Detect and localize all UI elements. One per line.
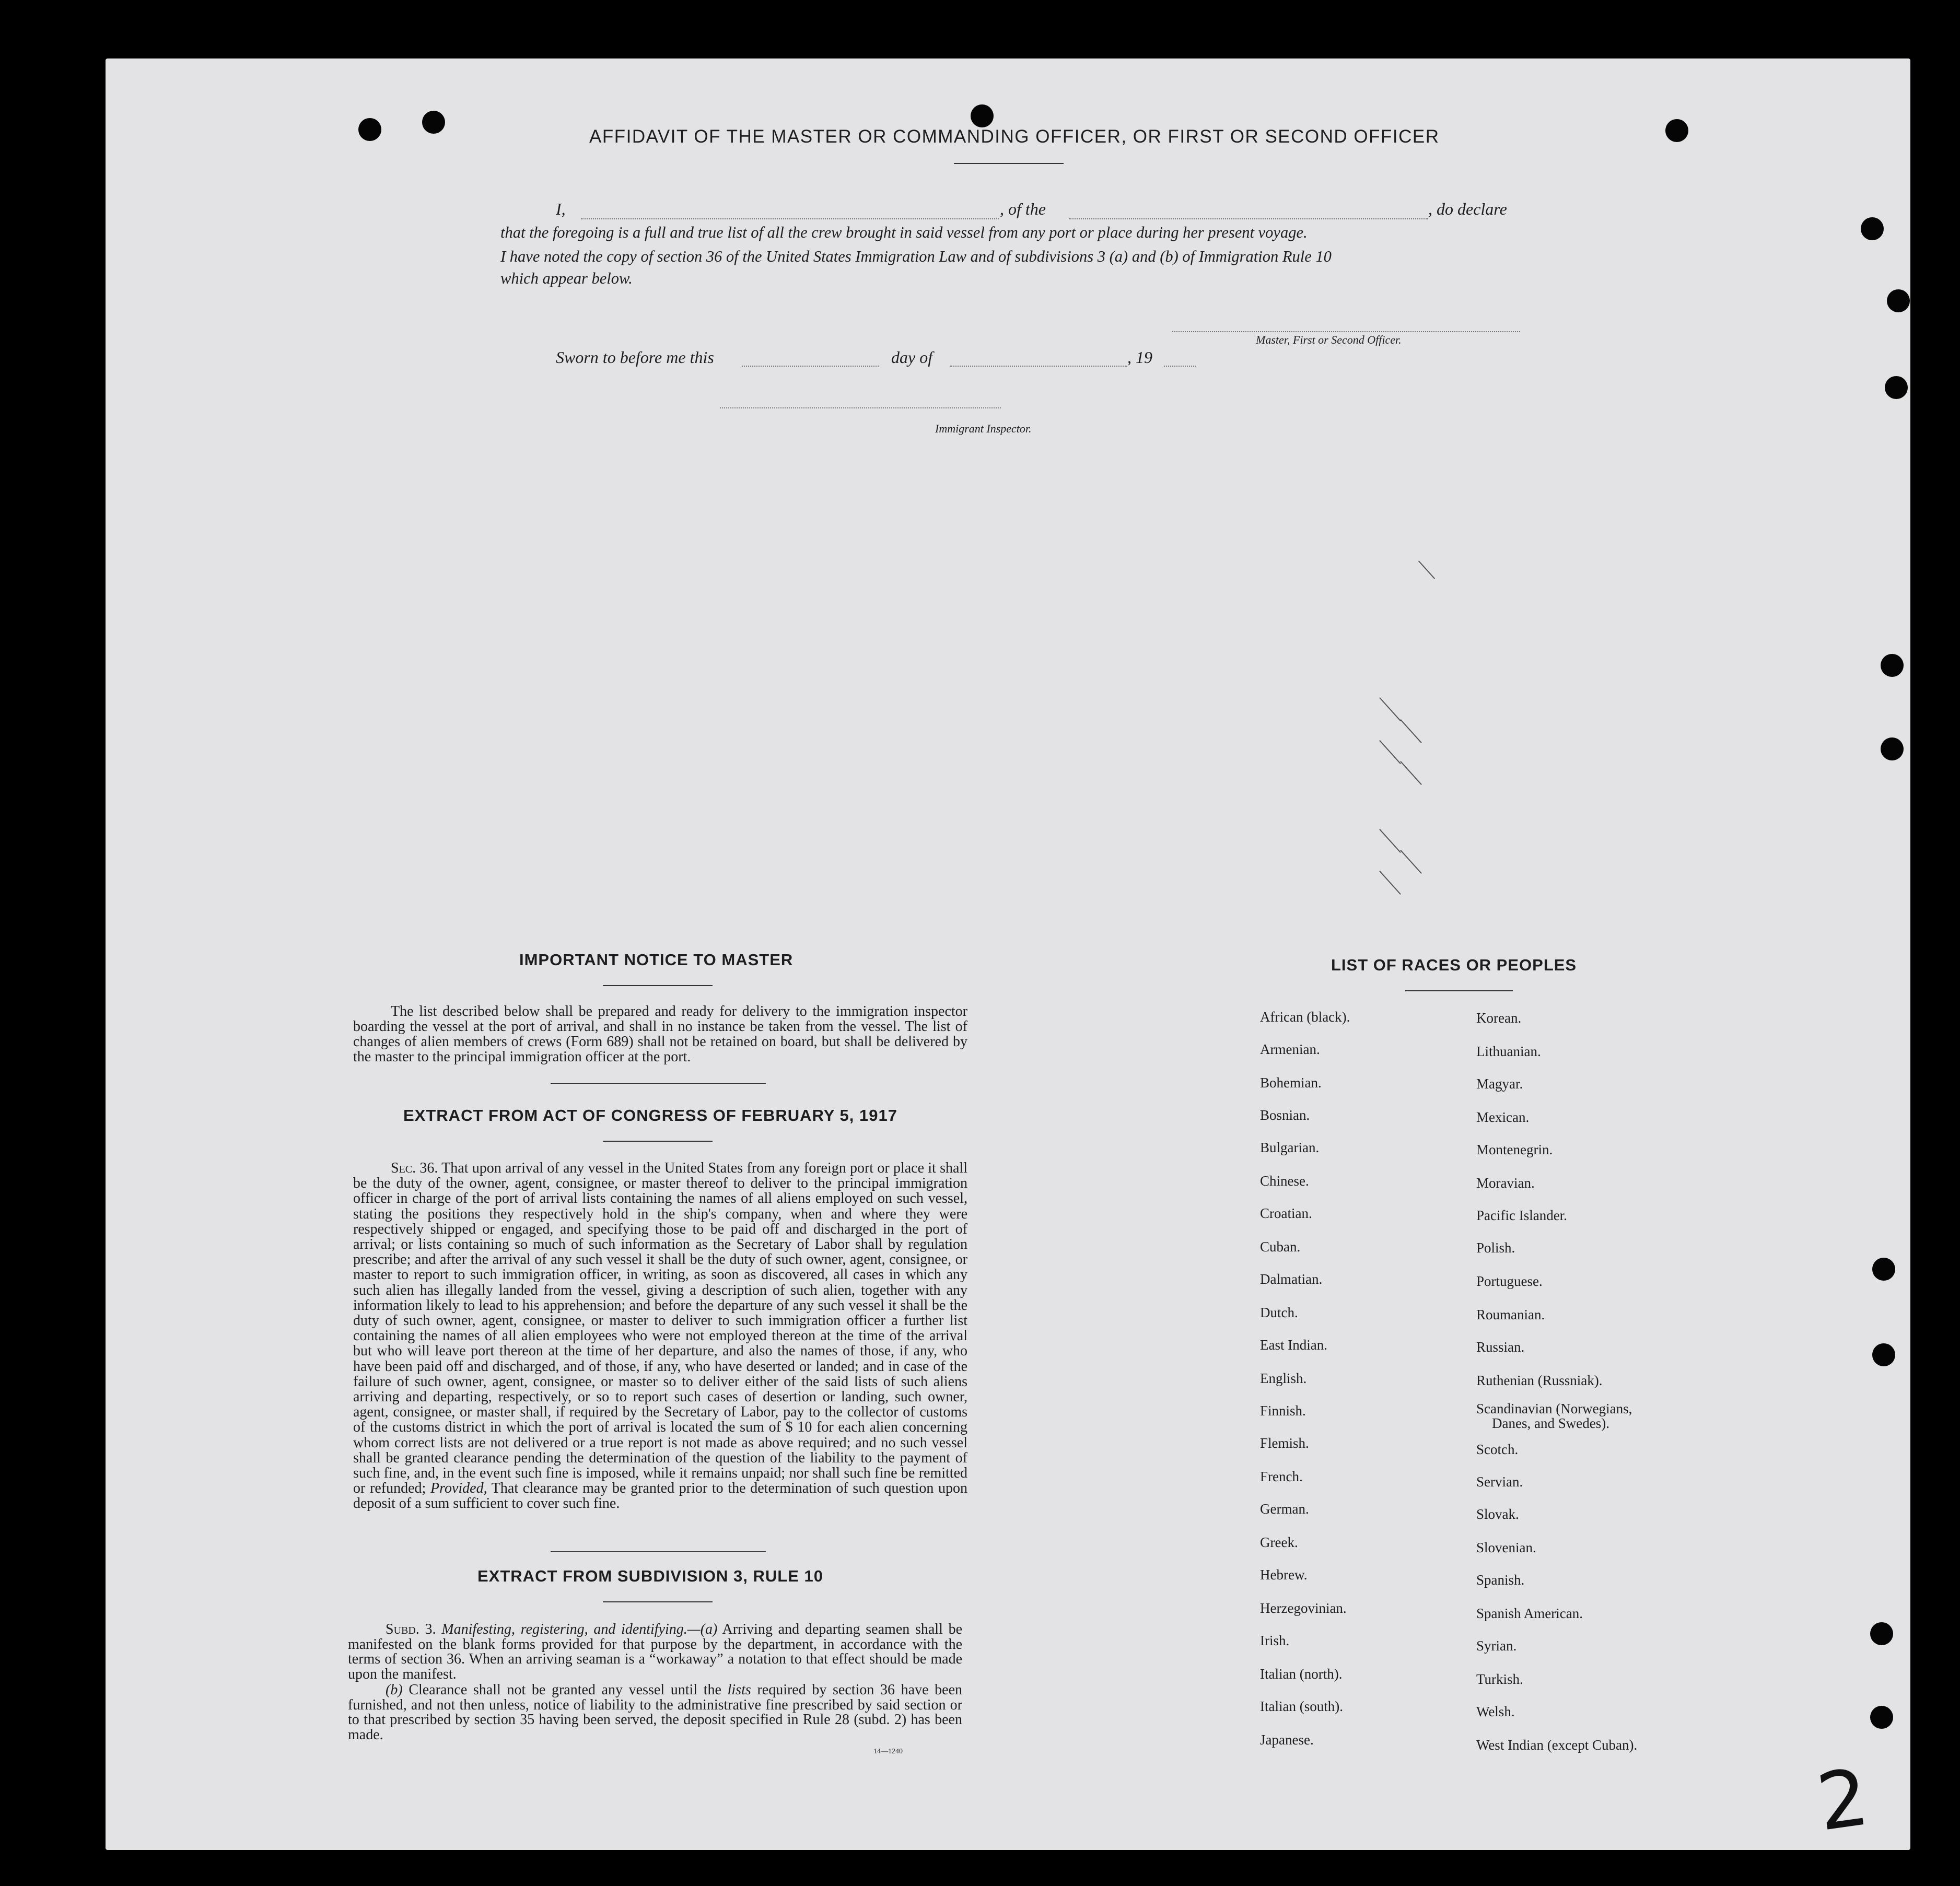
form-number: 14—1240 [873, 1748, 903, 1755]
section-label: Sec. 36. [391, 1160, 438, 1176]
race-item-left: African (black). [1260, 1009, 1350, 1025]
divider [603, 985, 713, 986]
sworn-label: Sworn to before me this [556, 348, 714, 367]
race-item-right: Magyar. [1476, 1076, 1523, 1092]
subd-text-a: Arriving and departing seamen shall be manifested on the blank forms provided for that purpose by the department, in accordance with the terms of section 36. When an arriving seaman is a “workaway” a notation to that effect should be made upon the manifest. [348, 1621, 963, 1682]
punch-hole [1881, 737, 1904, 760]
race-item-right: Scandinavian (Norwegians, [1476, 1401, 1632, 1416]
race-item-right: West Indian (except Cuban). [1476, 1737, 1638, 1753]
race-continuation: Danes, and Swedes). [1492, 1415, 1609, 1431]
race-item-left: Italian (north). [1260, 1666, 1343, 1682]
inspector-caption: Immigrant Inspector. [935, 422, 1032, 435]
race-item-left: Cuban. [1260, 1239, 1301, 1255]
punch-hole [422, 111, 445, 134]
section-body: That upon arrival of any vessel in the United States from any foreign port or place it shall be the duty of the owner, agent, consignee, or master thereof to deliver to the principal immigration officer in charge of the port of arrival lists containing the names of all aliens employed on such vessel, stating the positions they respectively hold in the ship's company, when and where they were respectively shipped or engaged, and specifying those to be paid off and discharged in the port of arrival; or lists containing so much of such information as the Secretary of Labor shall by regulation prescribe; and after the arrival of any such vessel it shall be the duty of such owner, agent, consignee, or master to report to such immigration officer, in writing, as soon as discovered, all cases in which any such alien has illegally landed from the vessel, giving a description of such alien, together with any information likely to lead to his apprehension; and before the departure of any such vessel it shall be the duty of such owner, agent, consignee, or master to deliver to such immigration officer a further list containing the names of all alien employees who were not employed thereon at the time of the arrival but who will leave port thereon at the time of her departure, and also the names of those, if any, who have been paid off and discharged, and of those, if any, who have deserted or landed; and in case of the failure of such owner, agent, consignee, or master so to deliver either of the said lists of such aliens arriving and departing, respectively, or so to report such cases of desertion or landing, such owner, agent, consignee, or master shall, if required by the Secretary of Labor, pay to the collector of customs of the customs district in which the port of arrival is located the sum of $ 10 for each alien concerning whom correct lists are not delivered or a true report is not made as above required; and no such vessel shall be granted clearance pending the determination of the question of the liability to the payment of such fine, and, in the event such fine is imposed, while it remains unpaid; nor shall such fine be remitted or refunded; [353, 1160, 967, 1497]
punch-hole [358, 118, 381, 141]
race-item-left: Croatian. [1260, 1205, 1312, 1221]
punch-hole [1872, 1258, 1895, 1281]
affidavit-do-declare-label: , do declare [1428, 200, 1507, 218]
divider [603, 1141, 713, 1142]
race-item-right: Turkish. [1476, 1671, 1523, 1687]
race-item-left: Herzegovinian. [1260, 1600, 1347, 1616]
race-item-left: Hebrew. [1260, 1567, 1308, 1583]
race-item-left: Bohemian. [1260, 1075, 1322, 1091]
race-item-right: Spanish. [1476, 1572, 1525, 1588]
inspector-signature-blank[interactable] [720, 407, 1001, 408]
punch-hole [1870, 1706, 1893, 1729]
race-item-left: Bosnian. [1260, 1107, 1310, 1123]
races-heading: LIST OF RACES OR PEOPLES [1331, 956, 1577, 974]
affidavit-line-2: that the foregoing is a full and true list of all the crew brought in said vessel from any port or place during her present voyage. [500, 224, 1308, 241]
b-label: (b) [386, 1682, 403, 1698]
day-of-label: day of [891, 348, 933, 367]
race-item-left: Japanese. [1260, 1732, 1314, 1748]
subd-title: Manifesting, registering, and identifying.—(a) [441, 1621, 718, 1637]
race-item-left: Flemish. [1260, 1435, 1309, 1451]
sworn-day-blank[interactable] [742, 366, 879, 367]
subd-label: Subd. 3. [386, 1621, 436, 1637]
rule-extract-heading: EXTRACT FROM SUBDIVISION 3, RULE 10 [477, 1567, 823, 1585]
sworn-month-blank[interactable] [950, 366, 1127, 367]
race-item-right: Portuguese. [1476, 1273, 1543, 1289]
race-item-right: Welsh. [1476, 1704, 1515, 1719]
punch-hole [1872, 1343, 1895, 1366]
proviso-word: Provided, [430, 1480, 487, 1497]
race-item-right: Scotch. [1476, 1442, 1519, 1457]
race-item-left: Italian (south). [1260, 1698, 1343, 1714]
race-item-right: Slovenian. [1476, 1540, 1536, 1555]
punch-hole [1885, 376, 1908, 399]
punch-hole [1861, 217, 1884, 240]
act-extract-text [353, 1161, 967, 1512]
race-item-left: East Indian. [1260, 1337, 1327, 1353]
race-item-right: Polish. [1476, 1240, 1515, 1256]
race-item-left: French. [1260, 1469, 1303, 1484]
proviso-text: That clearance may be granted prior to the determination of such question upon deposit of a sum sufficient to cover such fine. [353, 1480, 968, 1512]
punch-hole [1870, 1622, 1893, 1645]
act-extract-heading: EXTRACT FROM ACT OF CONGRESS OF FEBRUARY 5, 1917 [403, 1106, 897, 1124]
punch-hole [1665, 119, 1688, 142]
handwritten-page-number: 2 [1812, 1752, 1874, 1849]
punch-hole [1887, 289, 1910, 312]
race-item-right: Servian. [1476, 1474, 1523, 1490]
rule-extract-text-b [348, 1683, 962, 1742]
notice-text: The list described below shall be prepared and ready for delivery to the immigration inspector boarding the vessel at the port of arrival, and shall in no instance be taken from the vessel. The list of changes of alien members of crews (Form 689) shall not be retained on board, but shall be delivered by the master to the principal immigration officer at the port. [353, 1003, 967, 1065]
race-item-left: German. [1260, 1501, 1309, 1517]
race-item-left: Bulgarian. [1260, 1140, 1320, 1155]
sworn-year-blank[interactable] [1164, 366, 1196, 367]
subd-text-b-lists: lists [727, 1682, 751, 1698]
affidavit-line-4: which appear below. [500, 270, 633, 287]
divider [603, 1601, 713, 1602]
race-item-right: Slovak. [1476, 1506, 1519, 1522]
divider [1405, 990, 1513, 991]
race-item-right: Mexican. [1476, 1109, 1530, 1125]
race-item-right: Lithuanian. [1476, 1044, 1541, 1059]
race-item-left: Armenian. [1260, 1041, 1320, 1057]
race-item-right: Montenegrin. [1476, 1142, 1553, 1157]
affidavit-title: AFFIDAVIT OF THE MASTER OR COMMANDING OFFICER, OR FIRST OR SECOND OFFICER [589, 126, 1440, 147]
rule-extract-text-a [348, 1622, 962, 1682]
name-blank[interactable] [581, 218, 999, 219]
divider [551, 1551, 766, 1552]
vessel-blank[interactable] [1069, 218, 1428, 219]
race-item-right: Roumanian. [1476, 1307, 1545, 1322]
punch-hole [971, 104, 994, 127]
race-item-left: Finnish. [1260, 1403, 1306, 1419]
race-item-left: Dalmatian. [1260, 1271, 1323, 1287]
affidavit-of-the-label: , of the [1000, 200, 1046, 218]
signature-caption: Master, First or Second Officer. [1256, 333, 1402, 346]
race-item-right: Syrian. [1476, 1638, 1517, 1654]
divider [551, 1083, 766, 1084]
signature-blank[interactable] [1172, 331, 1520, 332]
race-item-left: Irish. [1260, 1633, 1290, 1648]
affidavit-i-label: I, [556, 200, 566, 218]
race-item-right: Korean. [1476, 1010, 1522, 1026]
race-item-left: Dutch. [1260, 1305, 1298, 1320]
race-item-right: Russian. [1476, 1339, 1525, 1355]
race-item-right: Pacific Islander. [1476, 1208, 1567, 1223]
race-item-right: Ruthenian (Russniak). [1476, 1373, 1603, 1388]
notice-heading: IMPORTANT NOTICE TO MASTER [519, 951, 794, 969]
divider [954, 163, 1064, 164]
subd-text-b2: required by section 36 have been furnished, and not then unless, notice of liability to the administrative fine prescribed by said section or to that prescribed by section 35 having been served, the deposit specified in Rule 28 (subd. 2) has been made. [348, 1682, 963, 1743]
race-item-left: Chinese. [1260, 1173, 1309, 1189]
punch-hole [1881, 654, 1904, 677]
race-item-right: Moravian. [1476, 1175, 1535, 1191]
race-item-left: Greek. [1260, 1534, 1298, 1550]
document-page [106, 58, 1910, 1850]
affidavit-line-3: I have noted the copy of section 36 of the United States Immigration Law and of subdivisions 3 (a) and (b) of Immigration Rule 10 [500, 248, 1332, 265]
year-label: , 19 [1127, 348, 1152, 367]
subd-text-b1: Clearance shall not be granted any vessel until the [409, 1682, 721, 1698]
race-item-left: English. [1260, 1370, 1307, 1386]
race-item-right: Spanish American. [1476, 1606, 1583, 1621]
